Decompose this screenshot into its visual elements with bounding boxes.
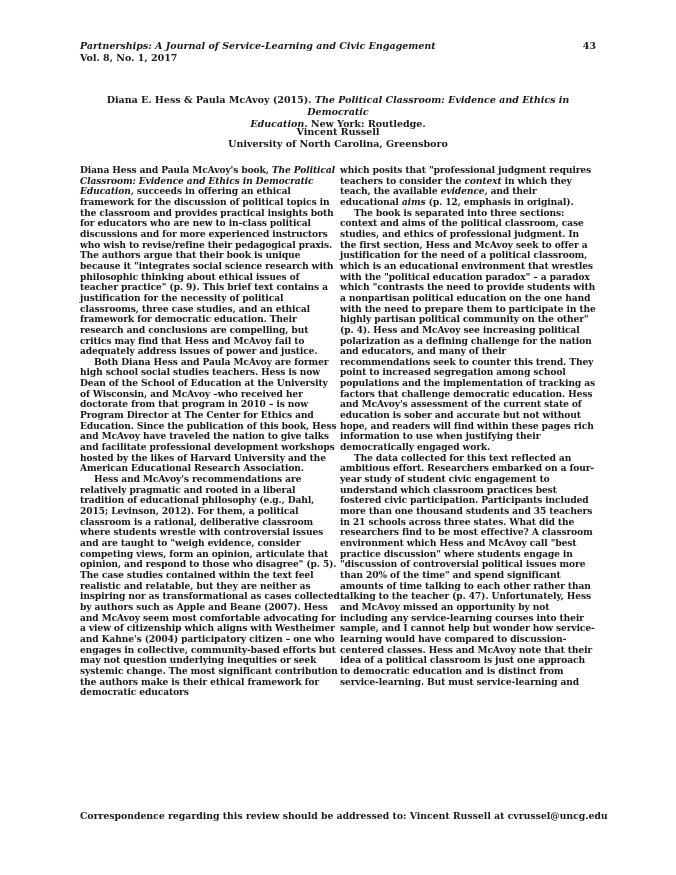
left-paragraph-1 [80,166,340,358]
left-column [80,166,340,699]
correspondence-note: Correspondence regarding this review should be addressed to: Vincent Russell at cvrussel@uncg.edu [80,811,608,822]
right-paragraph-3: The data collected for this text reflected an ambitious effort. Researchers embarked on a four-year study of student civic engagement to understand which classroom practices best fostered civic participation. Participants included more than one thousand students and 35 teachers in 21 schools across three states. What did the researchers find to be most effective? A classroom environment which Hess and McAvoy call "best practice discussion" where students engage in "discussion of controversial political issues more than 20% of the time" and spend significant amounts of time talking to each other rather than talking to the teacher (p. 47). Unfortunately, Hess and McAvoy missed an opportunity by not including any service-learning courses into their sample, and I cannot help but wonder how service-learning would have compared to discussion-centered classes. Hess and McAvoy note that their idea of a political classroom is just one approach to democratic education and is distinct from service-learning. But must service-learning and [340,452,595,688]
right-paragraph-2: The book is separated into three sections: context and aims of the political classroom, case studies, and ethics of professional judgment. In the first section, Hess and McAvoy seek to offer a justification for the need of a political classroom, which is an educational environment that wrestles with the "political education paradox" – a paradox which "contrasts the need to provide students with a nonpartisan political education on the one hand with the need to prepare them to participate in the highly partisan political community on the other" (p. 4). Hess and McAvoy see increasing political polarization as a defining challenge for the nation and educators, and many of their recommendations seek to counter this trend. They point to increased segregation among school populations and the implementation of tracking as factors that challenge democratic education. Hess and McAvoy's assessment of the current state of education is sober and accurate but not without hope, and readers will find within these pages rich information to use when justifying their democratically engaged work. [340,207,596,454]
citation-title-line2: Education. [250,119,308,130]
left-p1-text-a: Diana Hess and Paula McAvoy's book, [80,165,272,176]
right-p1-text-d: (p. 12, emphasis in original). [425,196,574,208]
journal-title: Partnerships: A Journal of Service-Learning and Civic Engagement [80,41,436,52]
right-p1-evidence: evidence, [440,186,488,198]
journal-volume: Vol. 8, No. 1, 2017 [80,53,178,64]
page-number: 43 [582,41,596,52]
right-p1-text-b: in which they teach, the available [340,175,572,198]
left-p1-book-title: The Political Classroom: Evidence and Ethics in Democratic Education, [80,165,335,198]
book-citation [80,95,596,131]
citation-title-line1: The Political Classroom: Evidence and Ethics in Democratic [307,95,570,118]
left-p1-text-b: succeeds in offering an ethical framework for the discussion of political topics in the classroom and provides practical insights both for educators who are new to in-class political discussions and for more experienced instructors who wish to revise/refine their pedagogical praxis. The authors argue that their book is unique because it "integrates social science research with philosophic thinking about ethical issues of teacher practice" (p. 9). This brief text contains a justification for the necessity of political classrooms, three case studies, and an ethical framework for democratic education. Their research and conclusions are compelling, but critics may find that Hess and McAvoy fail to adequately address issues of power and justice. [80,186,334,358]
reviewer-block [80,127,596,151]
left-paragraph-3: Hess and McAvoy's recommendations are relatively pragmatic and rooted in a liberal tradition of educational philosophy (e.g., Dahl, 2015; Levinson, 2012). For them, a political classroom is a rational, deliberative classroom where students wrestle with controversial issues and are taught to "weigh evidence, consider competing views, form an opinion, articulate that opinion, and respond to those who disagree" (p. 5). The case studies contained within the text feel realistic and relatable, but they are neither as inspiring nor as transformational as cases collected by authors such as Apple and Beane (2007). Hess and McAvoy seem most comfortable advocating for a view of citizenship which aligns with Westheimer and Kahne's (2004) participatory citizen – one who engages in collective, community-based efforts but may not question underlying inequities or seek systemic change. The most significant contribution the authors make is their ethical framework for democratic educators [80,474,340,699]
reviewer-name: Vincent Russell [296,127,380,138]
journal-header [80,41,436,65]
right-p1-text-a: which posits that "professional judgment requires teachers to consider the [340,165,592,187]
right-p1-aims: aims [401,196,426,208]
right-p1-context: context [464,175,502,187]
citation-authors: Diana E. Hess & Paula McAvoy (2015). [106,95,312,106]
left-paragraph-2: Both Diana Hess and Paula McAvoy are former high school social studies teachers. Hess is now Dean of the School of Education at the University of Wisconsin, and McAvoy –who received her doctorate from that program in 2010 – is now Program Director at The Center for Ethics and Education. Since the publication of this book, Hess and McAvoy have traveled the nation to give talks and facilitate professional development workshops hosted by the likes of Harvard University and the American Educational Research Association. [80,356,337,475]
right-paragraph-1 [340,166,598,209]
right-p1-text-c: and their educational [340,186,537,208]
citation-publisher: New York: Routledge. [310,119,426,130]
reviewer-affiliation: University of North Carolina, Greensboro [228,139,448,150]
right-column [340,166,598,688]
